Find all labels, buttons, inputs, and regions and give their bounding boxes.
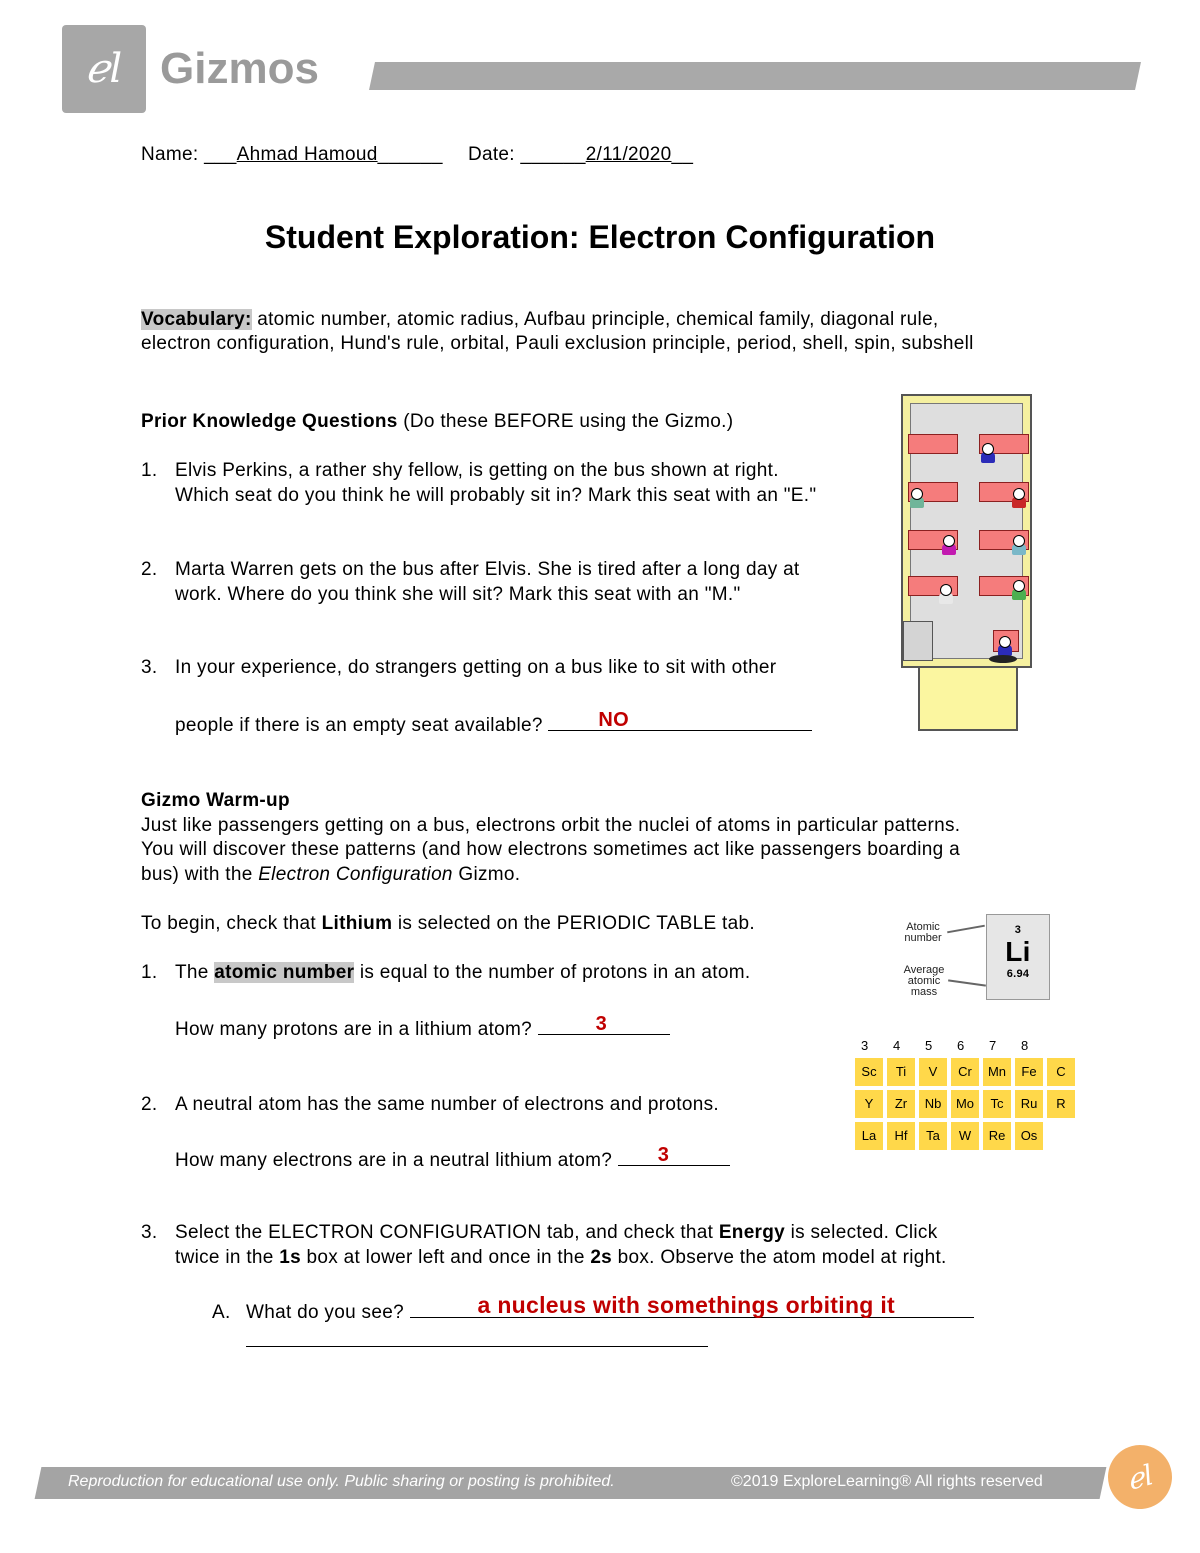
explorelearning-logo: ℯl	[62, 25, 146, 113]
footer-notice: Reproduction for educational use only. Public sharing or posting is prohibited.	[68, 1473, 615, 1490]
element-cell: Ta	[919, 1122, 950, 1150]
passenger	[1011, 535, 1027, 555]
warmup-q3-line2: twice in the 1s box at lower left and once in the 2s box. Observe the atom model at right.	[175, 1247, 947, 1268]
prior-q2: 2. Marta Warren gets on the bus after Elvis. She is tired after a long day at	[141, 559, 800, 580]
prior-knowledge-heading: Prior Knowledge Questions (Do these BEFORE using the Gizmo.)	[141, 411, 734, 432]
prior-q3-line2: people if there is an empty seat available? NO	[175, 712, 812, 737]
bus-driver	[997, 636, 1013, 656]
element-cell: R	[1047, 1090, 1078, 1118]
element-cell: Os	[1015, 1122, 1046, 1150]
periodic-table-strip	[861, 1056, 1066, 1152]
element-cell: Mo	[951, 1090, 982, 1118]
passenger	[909, 488, 925, 508]
date-label: Date:	[467, 144, 515, 165]
warmup-qA: A. What do you see? a nucleus with somethings orbiting it	[212, 1299, 974, 1324]
element-cell: Re	[983, 1122, 1014, 1150]
passenger	[1011, 488, 1027, 508]
atomic-mass-arrow	[948, 979, 986, 986]
element-cell: Hf	[887, 1122, 918, 1150]
warmup-heading: Gizmo Warm-up	[141, 790, 290, 811]
bus-seat[interactable]	[908, 434, 958, 454]
bus-door	[903, 621, 933, 661]
warmup-qA-answer-line-2[interactable]	[246, 1346, 708, 1347]
tile-symbol: Li	[1005, 936, 1031, 967]
group-number: 4	[893, 1038, 901, 1053]
warmup-q1: 1. The atomic number is equal to the number of protons in an atom.	[141, 962, 751, 983]
name-date-line	[141, 144, 693, 166]
group-number: 7	[989, 1038, 997, 1053]
atomic-number-arrow	[947, 925, 985, 934]
element-cell: Y	[855, 1090, 886, 1118]
element-cell: Zr	[887, 1090, 918, 1118]
element-cell: W	[951, 1122, 982, 1150]
vocabulary-line-1: Vocabulary: atomic number, atomic radius, Aufbau principle, chemical family, diagonal rule,	[141, 309, 939, 330]
name-label: Name:	[141, 144, 199, 165]
bus-front	[918, 668, 1018, 731]
element-cell: Cr	[951, 1058, 982, 1086]
element-cell: V	[919, 1058, 950, 1086]
footer-logo: ℯl	[1101, 1438, 1179, 1516]
element-cell: Ru	[1015, 1090, 1046, 1118]
passenger	[938, 584, 954, 604]
element-cell: Mn	[983, 1058, 1014, 1086]
group-number: 5	[925, 1038, 933, 1053]
prior-q3-answer-field[interactable]: NO	[548, 712, 812, 731]
group-number: 3	[861, 1038, 869, 1053]
passenger	[941, 535, 957, 555]
element-cell: Sc	[855, 1058, 886, 1086]
passenger	[1011, 580, 1027, 600]
lithium-element-tile	[986, 914, 1050, 1000]
warmup-begin: To begin, check that Lithium is selected on the PERIODIC TABLE tab.	[141, 913, 755, 934]
warmup-q3: 3. Select the ELECTRON CONFIGURATION tab, and check that Energy is selected. Click	[141, 1222, 938, 1243]
element-cell: La	[855, 1122, 886, 1150]
element-cell: Fe	[1015, 1058, 1046, 1086]
warmup-q2: 2. A neutral atom has the same number of electrons and protons.	[141, 1094, 719, 1115]
group-number: 8	[1021, 1038, 1029, 1053]
tile-atomic-mass: 6.94	[1006, 968, 1030, 980]
vocabulary-line-2: electron configuration, Hund's rule, orbital, Pauli exclusion principle, period, shell, spin, subshell	[141, 333, 974, 354]
steering-wheel	[989, 655, 1017, 663]
element-cell: C	[1047, 1058, 1078, 1086]
warmup-q2-ask: How many electrons are in a neutral lithium atom? 3	[175, 1147, 730, 1172]
group-number: 6	[957, 1038, 965, 1053]
warmup-q1-ask: How many protons are in a lithium atom? 3	[175, 1016, 670, 1041]
warmup-para-line-2: You will discover these patterns (and how electrons sometimes act like passengers boarding a	[141, 839, 960, 860]
gizmos-brand: Gizmos	[160, 44, 319, 93]
vocabulary-label: Vocabulary:	[141, 309, 252, 330]
atomic-number-label: Atomic number	[904, 921, 942, 944]
prior-q3: 3. In your experience, do strangers getting on a bus like to sit with other	[141, 657, 777, 678]
warmup-para-line-3: bus) with the Electron Configuration Gizmo.	[141, 864, 521, 885]
element-cell: Tc	[983, 1090, 1014, 1118]
page-title: Student Exploration: Electron Configuration	[264, 219, 936, 255]
element-cell: Nb	[919, 1090, 950, 1118]
warmup-para-line-1: Just like passengers getting on a bus, electrons orbit the nuclei of atoms in particular patterns.	[141, 815, 961, 836]
prior-q2-line2: work. Where do you think she will sit? Mark this seat with an "M."	[175, 584, 741, 605]
date-field[interactable]: ______2/11/2020__	[520, 144, 694, 165]
passenger	[980, 443, 996, 463]
tile-atomic-number: 3	[1014, 924, 1022, 936]
warmup-qA-answer-field[interactable]: a nucleus with somethings orbiting it	[410, 1299, 974, 1318]
atomic-mass-label: Average atomic mass	[903, 964, 945, 998]
warmup-q2-answer-field[interactable]: 3	[618, 1147, 730, 1166]
prior-q1-line2: Which seat do you think he will probably sit in? Mark this seat with an "E."	[175, 485, 817, 506]
prior-q1: 1. Elvis Perkins, a rather shy fellow, is getting on the bus shown at right.	[141, 460, 779, 481]
header-bar	[369, 62, 1141, 90]
name-field[interactable]: ___Ahmad Hamoud______	[204, 144, 443, 165]
element-cell: Ti	[887, 1058, 918, 1086]
warmup-q1-answer-field[interactable]: 3	[538, 1016, 670, 1035]
footer-copyright: ©2019 ExploreLearning® All rights reserved	[731, 1473, 1043, 1490]
